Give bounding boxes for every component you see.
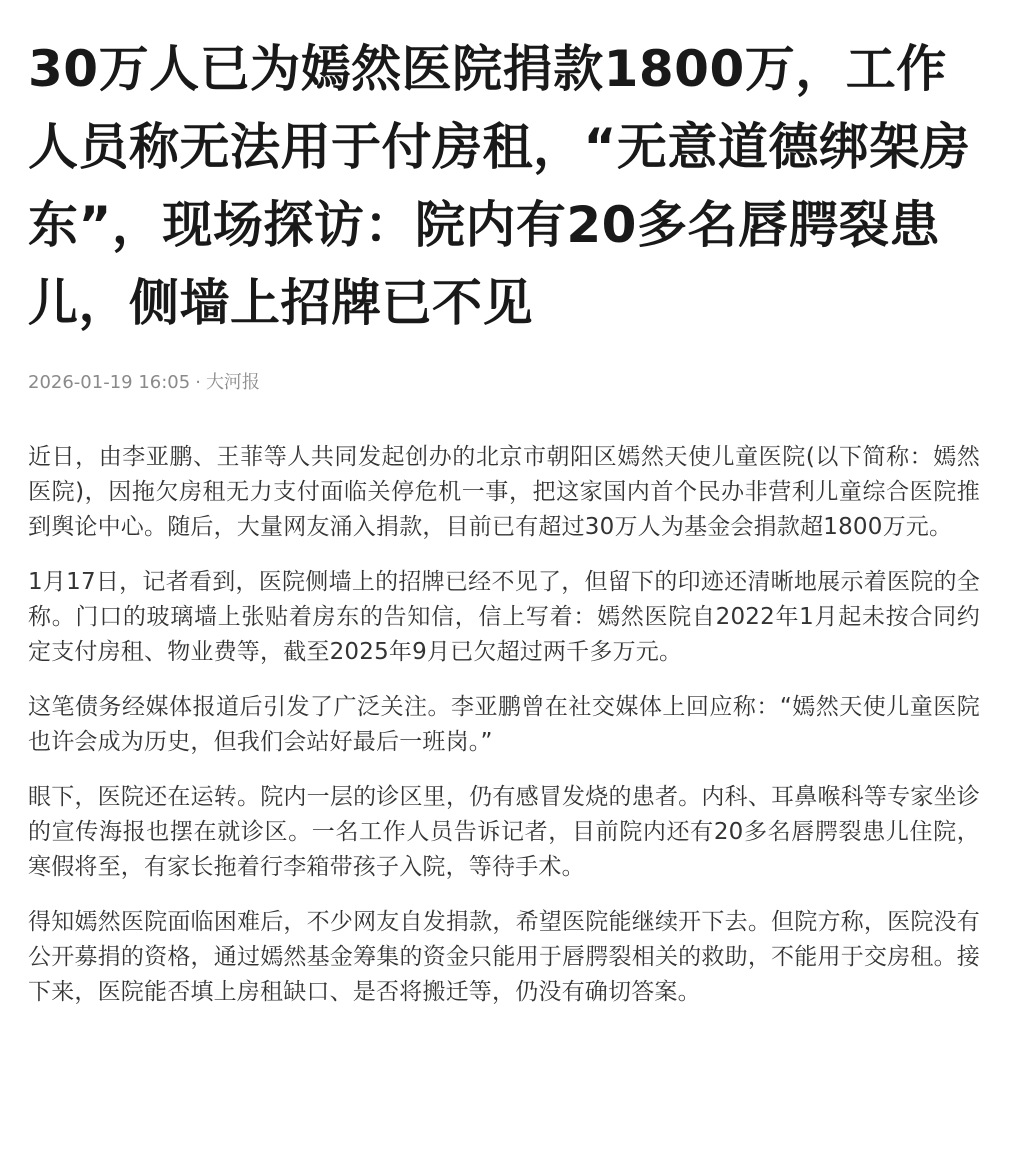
paragraph: 近日，由李亚鹏、王菲等人共同发起创办的北京市朝阳区嫣然天使儿童医院(以下简称：嫣然医院)，因拖欠房租无力支付面临关停危机一事，把这家国内首个民办非营利儿童综合医院推到舆论中心。随后，大量网友涌入捐款，目前已有超过30万人为基金会捐款超1800万元。 — [28, 444, 980, 540]
source-name[interactable]: 大河报 — [205, 372, 260, 393]
article-title: 30万人已为嫣然医院捐款1800万，工作人员称无法用于付房租，“无意道德绑架房东”，现场探访：院内有20多名唇腭裂患儿，侧墙上招牌已不见 — [28, 40, 971, 332]
paragraph: 1月17日，记者看到，医院侧墙上的招牌已经不见了，但留下的印迹还清晰地展示着医院的全称。门口的玻璃墙上张贴着房东的告知信，信上写着：嫣然医院自2022年1月起未按合同约定支付房租、物业费等，截至2025年9月已欠超过两千多万元。 — [28, 569, 980, 665]
paragraph: 眼下，医院还在运转。院内一层的诊区里，仍有感冒发烧的患者。内科、耳鼻喉科等专家坐诊的宣传海报也摆在就诊区。一名工作人员告诉记者，目前院内还有20多名唇腭裂患儿住院，寒假将至，有家长拖着行李箱带孩子入院，等待手术。 — [28, 784, 980, 880]
meta-separator: · — [195, 372, 201, 393]
article — [28, 0, 980, 1030]
paragraph: 得知嫣然医院面临困难后，不少网友自发捐款，希望医院能继续开下去。但院方称，医院没有公开募捐的资格，通过嫣然基金筹集的资金只能用于唇腭裂相关的救助，不能用于交房租。接下来，医院能否填上房租缺口、是否将搬迁等，仍没有确切答案。 — [28, 909, 980, 1005]
paragraph: 这笔债务经媒体报道后引发了广泛关注。李亚鹏曾在社交媒体上回应称：“嫣然天使儿童医院也许会成为历史，但我们会站好最后一班岗。” — [28, 694, 980, 755]
article-meta — [28, 370, 980, 396]
article-body — [28, 440, 980, 1010]
publish-date: 2026-01-19 16:05 — [28, 372, 191, 393]
